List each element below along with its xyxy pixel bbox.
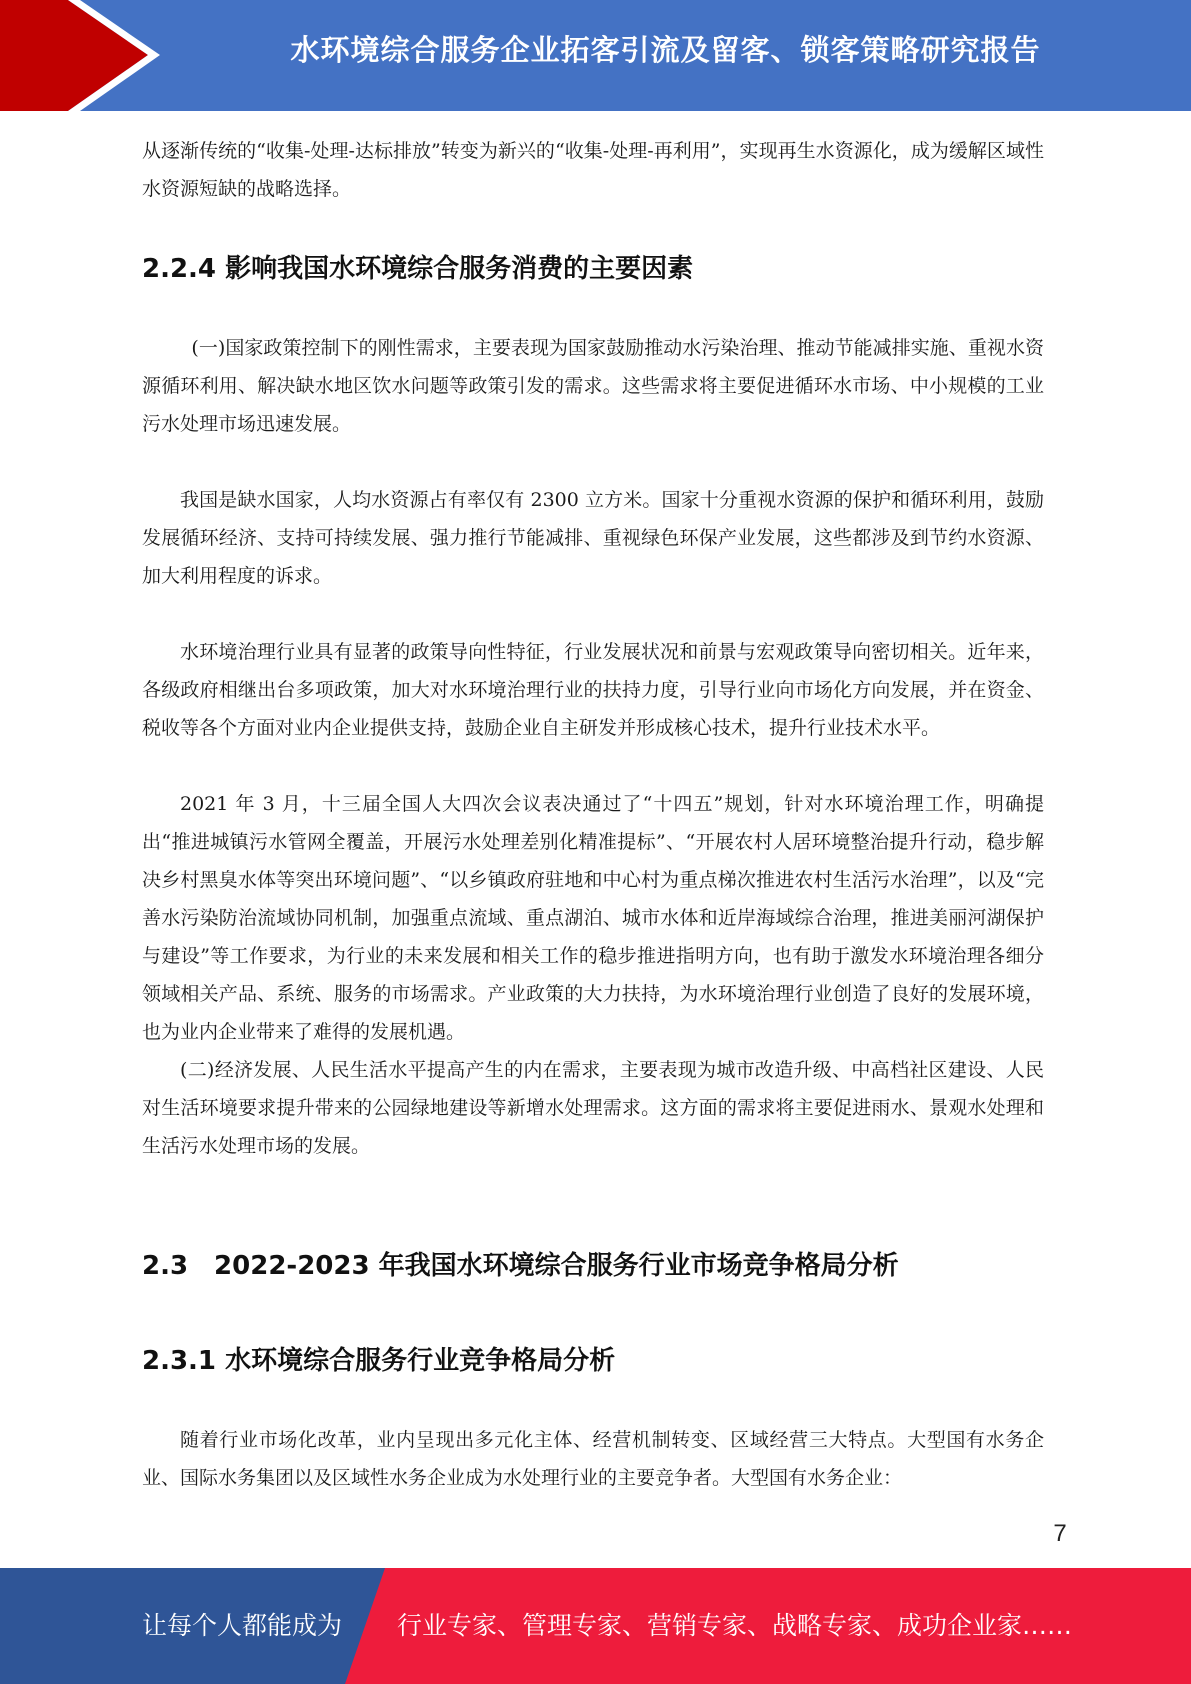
paragraph-competition: 随着行业市场化改革，业内呈现出多元化主体、经营机制转变、区域经营三大特点。大型国有水务企业、国际水务集团以及区域性水务企业成为水处理行业的主要竞争者。大型国有水务企业： (142, 1429, 1044, 1489)
footer-slogan-left: 让每个人都能成为 (142, 1611, 343, 1640)
heading-2-3-1: 2.3.1 水环境综合服务行业竞争格局分析 (142, 1346, 616, 1376)
paragraph-14th-five-year-plan: 2021 年 3 月，十三届全国人大四次会议表决通过了“十四五”规划，针对水环境治理工作，明确提出“推进城镇污水管网全覆盖，开展污水处理差别化精准提标”、“开展农村人居环境整治提升行动，稳步解决乡村黑臭水体等突出环境问题”、“以乡镇政府驻地和中心村为重点梯次推进农村生活污水治理”，以及“完善水污染防治流域协同机制，加强重点流域、重点湖泊、城市水体和近岸海域综合治理，推进美丽河湖保护与建设”等工作要求，为行业的未来发展和相关工作的稳步推进指明方向，也有助于激发水环境治理各细分领域相关产品、系统、服务的市场需求。产业政策的大力扶持，为水环境治理行业创造了良好的发展环境，也为业内企业带来了难得的发展机遇。 (142, 793, 1044, 1043)
header-title: 水环境综合服务企业拓客引流及留客、锁客策略研究报告 (290, 33, 1041, 67)
paragraph-water-shortage: 我国是缺水国家，人均水资源占有率仅有 2300 立方米。国家十分重视水资源的保护和循环利用，鼓励发展循环经济、支持可持续发展、强力推行节能减排、重视绿色环保产业发展，这些都涉及到节约水资源、加大利用程度的诉求。 (142, 489, 1044, 587)
footer-slogan-right: 行业专家、管理专家、营销专家、战略专家、成功企业家…… (397, 1611, 1073, 1640)
paragraph-policy-demand: (一)国家政策控制下的刚性需求，主要表现为国家鼓励推动水污染治理、推动节能减排实施、重视水资源循环利用、解决缺水地区饮水问题等政策引发的需求。这些需求将主要促进循环水市场、中小规模的工业污水处理市场迅速发展。 (142, 337, 1044, 435)
page-header (0, 0, 1191, 111)
paragraph-policy-orientation: 水环境治理行业具有显著的政策导向性特征，行业发展状况和前景与宏观政策导向密切相关。近年来，各级政府相继出台多项政策，加大对水环境治理行业的扶持力度，引导行业向市场化方向发展，并在资金、税收等各个方面对业内企业提供支持，鼓励企业自主研发并形成核心技术，提升行业技术水平。 (142, 641, 1044, 739)
paragraph-intro: 从逐渐传统的“收集-处理-达标排放”转变为新兴的“收集-处理-再利用”，实现再生水资源化，成为缓解区域性水资源短缺的战略选择。 (142, 140, 1044, 200)
heading-2-3: 2.3 2022-2023 年我国水环境综合服务行业市场竞争格局分析 (142, 1251, 899, 1281)
heading-2-2-4: 2.2.4 影响我国水环境综合服务消费的主要因素 (142, 254, 694, 284)
page-footer (0, 1568, 1191, 1684)
page-number: 7 (1053, 1520, 1067, 1547)
paragraph-economic-demand: (二)经济发展、人民生活水平提高产生的内在需求，主要表现为城市改造升级、中高档社区建设、人民对生活环境要求提升带来的公园绿地建设等新增水处理需求。这方面的需求将主要促进雨水、景观水处理和生活污水处理市场的发展。 (142, 1059, 1044, 1157)
document-body (142, 132, 1044, 1497)
